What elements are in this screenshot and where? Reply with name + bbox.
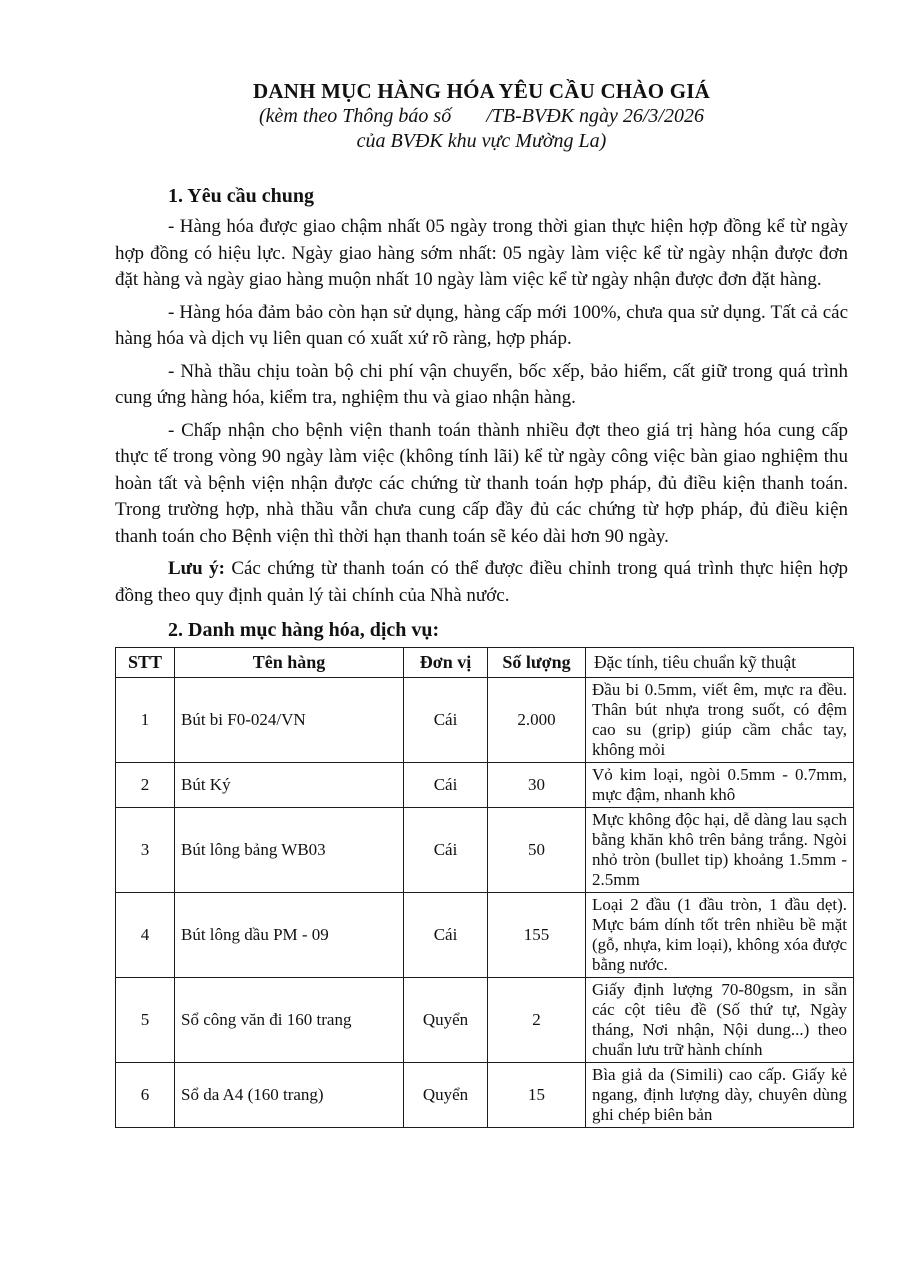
cell-unit: Cái	[404, 808, 488, 893]
cell-stt: 6	[116, 1063, 175, 1128]
cell-stt: 1	[116, 678, 175, 763]
cell-quantity: 2	[488, 978, 586, 1063]
header-stt: STT	[116, 648, 175, 678]
cell-spec: Loại 2 đầu (1 đầu tròn, 1 đầu dẹt). Mực bám dính tốt trên nhiều bề mặt (gỗ, nhựa, kim loại), không xóa được bằng nước.	[586, 893, 854, 978]
cell-quantity: 50	[488, 808, 586, 893]
note-paragraph	[115, 556, 848, 609]
header-row	[116, 648, 854, 678]
table-row	[116, 978, 854, 1063]
note-label: Lưu ý:	[168, 558, 225, 579]
cell-name: Sổ công văn đi 160 trang	[175, 978, 404, 1063]
cell-spec: Giấy định lượng 70-80gsm, in sẵn các cột tiêu đề (Số thứ tự, Ngày tháng, Nơi nhận, Nội dung...) theo chuẩn lưu trữ hành chính	[586, 978, 854, 1063]
cell-quantity: 2.000	[488, 678, 586, 763]
cell-unit: Quyển	[404, 978, 488, 1063]
cell-unit: Quyển	[404, 1063, 488, 1128]
cell-stt: 3	[116, 808, 175, 893]
cell-unit: Cái	[404, 893, 488, 978]
cell-name: Bút lông bảng WB03	[175, 808, 404, 893]
section1-paragraph-2: - Hàng hóa đảm bảo còn hạn sử dụng, hàng cấp mới 100%, chưa qua sử dụng. Tất cả các hàng hóa và dịch vụ liên quan có xuất xứ rõ ràng, hợp pháp.	[115, 301, 848, 349]
document-subtitle-line-1: (kèm theo Thông báo số /TB-BVĐK ngày 26/3/2026	[259, 105, 704, 127]
cell-quantity: 155	[488, 893, 586, 978]
section1-heading: 1. Yêu cầu chung	[168, 185, 314, 207]
table-row	[116, 808, 854, 893]
table-row	[116, 893, 854, 978]
table-row	[116, 678, 854, 763]
header-dac-tinh: Đặc tính, tiêu chuẩn kỹ thuật	[586, 648, 854, 678]
cell-spec: Bìa giả da (Simili) cao cấp. Giấy kẻ ngang, định lượng dày, chuyên dùng ghi chép biên bản	[586, 1063, 854, 1128]
cell-spec: Mực không độc hại, dễ dàng lau sạch bằng khăn khô trên bảng trắng. Ngòi nhỏ tròn (bullet tip) khoảng 1.5mm - 2.5mm	[586, 808, 854, 893]
cell-spec: Vỏ kim loại, ngòi 0.5mm - 0.7mm, mực đậm, nhanh khô	[586, 763, 854, 808]
cell-stt: 2	[116, 763, 175, 808]
items-table-header	[116, 648, 854, 678]
header-don-vi: Đơn vị	[404, 648, 488, 678]
header-so-luong: Số lượng	[488, 648, 586, 678]
section2-heading: 2. Danh mục hàng hóa, dịch vụ:	[168, 619, 440, 641]
note-text: Các chứng từ thanh toán có thể được điều chỉnh trong quá trình thực hiện hợp đồng theo quy định quản lý tài chính của Nhà nước.	[115, 558, 849, 606]
cell-quantity: 30	[488, 763, 586, 808]
table-row	[116, 763, 854, 808]
section1-paragraph-1: - Hàng hóa được giao chậm nhất 05 ngày trong thời gian thực hiện hợp đồng kể từ ngày hợp đồng có hiệu lực. Ngày giao hàng sớm nhất: 05 ngày làm việc kể từ ngày nhận được đơn đặt hàng và ngày giao hàng muộn nhất 10 ngày làm việc kể từ ngày nhận được đơn đặt hàng.	[115, 216, 848, 290]
section1-paragraph-4: - Chấp nhận cho bệnh viện thanh toán thành nhiều đợt theo giá trị hàng hóa cung cấp thực tế trong vòng 90 ngày làm việc (không tính lãi) kể từ ngày công việc bàn giao nghiệm thu hoàn tất và bệnh viện nhận được các chứng từ thanh toán hợp pháp, đủ điều kiện thanh toán. Trong trường hợp, nhà thầu vẫn chưa cung cấp đầy đủ các chứng từ hợp pháp, đủ điều kiện thanh toán cho Bệnh viện thì thời hạn thanh toán sẽ kéo dài hơn 90 ngày.	[115, 419, 848, 547]
cell-name: Sổ da A4 (160 trang)	[175, 1063, 404, 1128]
cell-name: Bút Ký	[175, 763, 404, 808]
cell-quantity: 15	[488, 1063, 586, 1128]
section1-paragraph-3: - Nhà thầu chịu toàn bộ chi phí vận chuyển, bốc xếp, bảo hiểm, cất giữ trong quá trình cung ứng hàng hóa, kiểm tra, nghiệm thu và giao nhận hàng.	[115, 360, 848, 408]
items-table	[115, 647, 854, 1128]
cell-stt: 4	[116, 893, 175, 978]
cell-name: Bút lông dầu PM - 09	[175, 893, 404, 978]
cell-spec: Đầu bi 0.5mm, viết êm, mực ra đều. Thân bút nhựa trong suốt, có đệm cao su (grip) giúp cầm chắc tay, không mỏi	[586, 678, 854, 763]
header-ten-hang: Tên hàng	[175, 648, 404, 678]
document-subtitle-line-2: của BVĐK khu vực Mường La)	[356, 130, 607, 152]
cell-unit: Cái	[404, 763, 488, 808]
items-table-body	[116, 678, 854, 1128]
cell-stt: 5	[116, 978, 175, 1063]
cell-name: Bút bi F0-024/VN	[175, 678, 404, 763]
document-title: DANH MỤC HÀNG HÓA YÊU CẦU CHÀO GIÁ	[253, 79, 710, 103]
table-row	[116, 1063, 854, 1128]
cell-unit: Cái	[404, 678, 488, 763]
